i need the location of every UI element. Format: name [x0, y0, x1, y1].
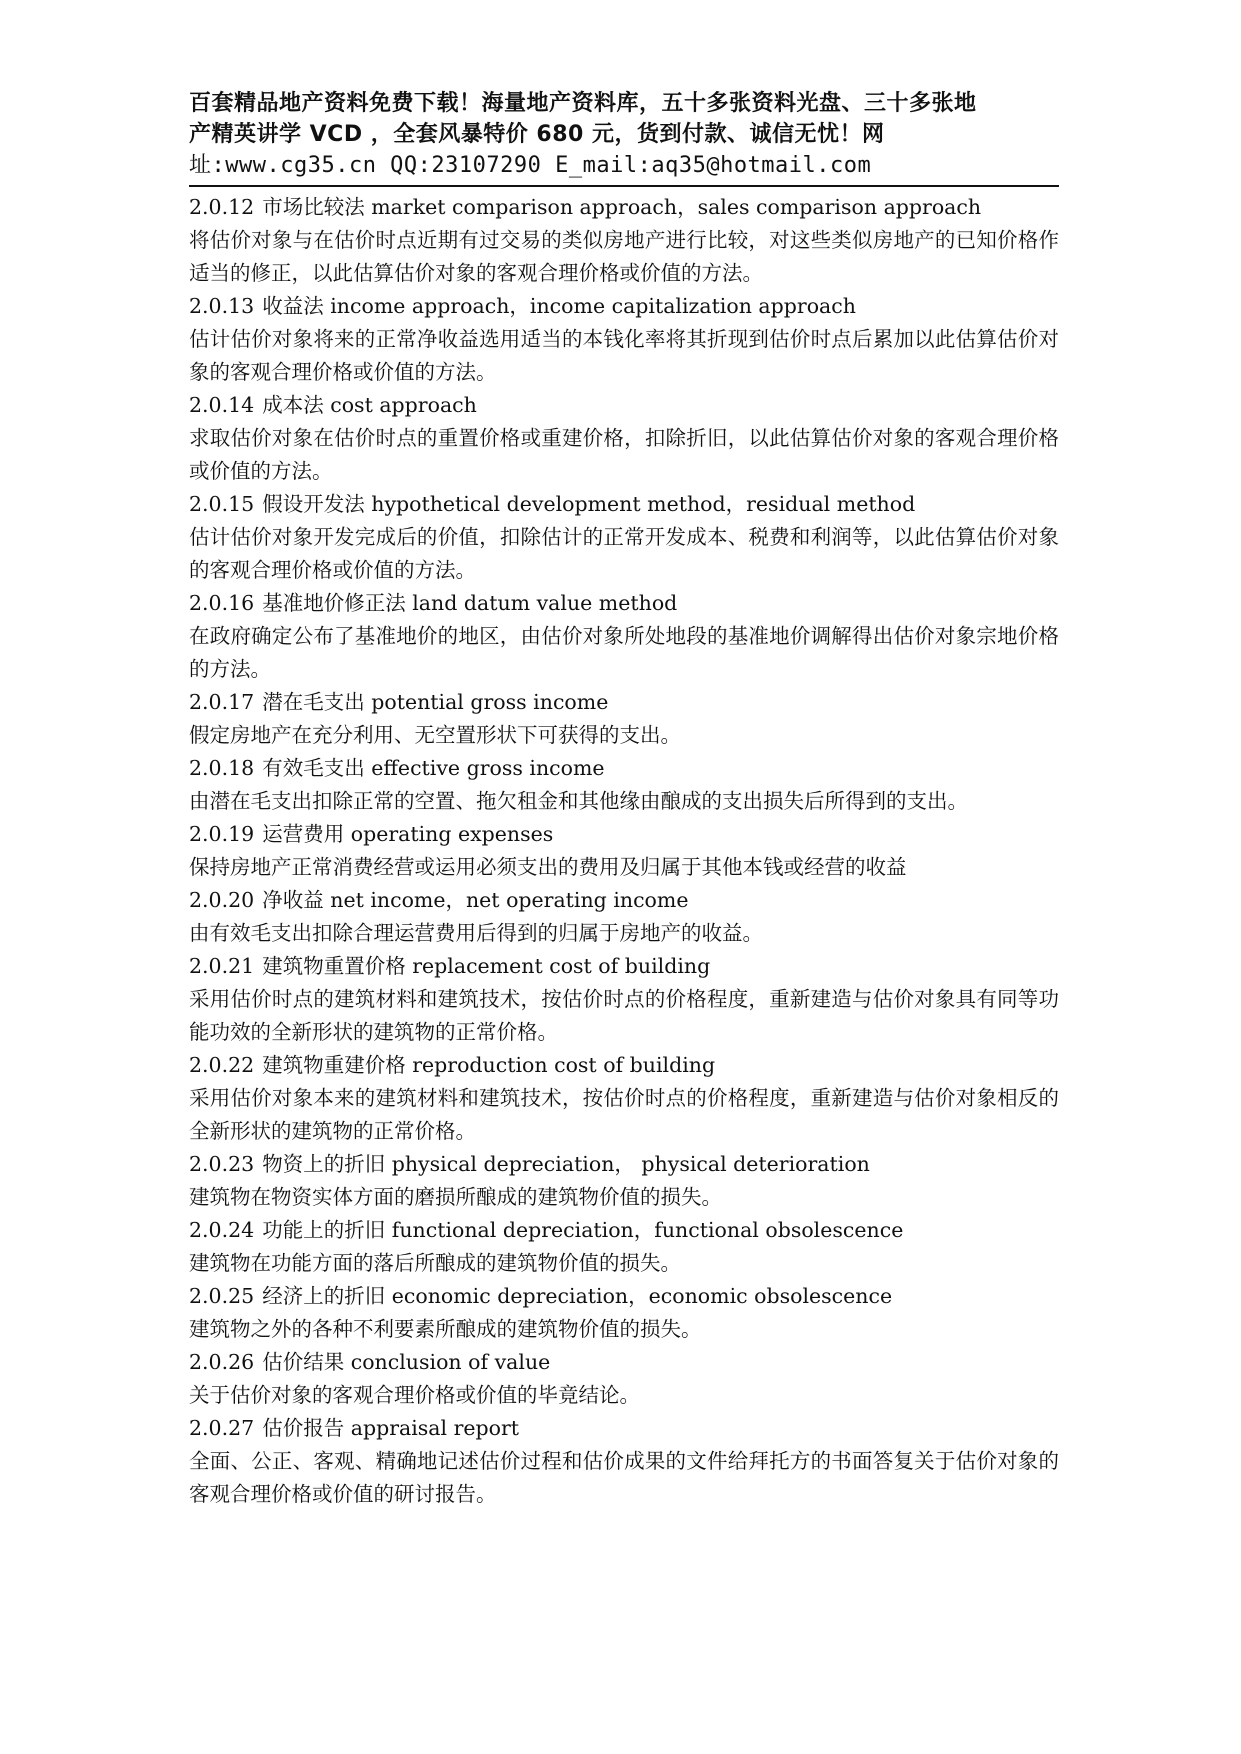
- glossary-list: [189, 191, 1059, 1511]
- term-definition: 由潜在毛支出扣除正常的空置、拖欠租金和其他缘由酿成的支出损失后所得到的支出。: [189, 789, 968, 813]
- term-definition: 估计估价对象将来的正常净收益选用适当的本钱化率将其折现到估价时点后累加以此估算估价对象的客观合理价格或价值的方法。: [189, 327, 1059, 384]
- term-number: 2.0.24: [189, 1218, 255, 1242]
- glossary-entry: [189, 752, 1059, 818]
- term-number: 2.0.18: [189, 756, 255, 780]
- term-number: 2.0.17: [189, 690, 255, 714]
- glossary-entry: [189, 290, 1059, 389]
- term-title: 功能上的折旧 functional depreciation，functional obsolescence: [262, 1218, 904, 1242]
- term-definition: 采用估价时点的建筑材料和建筑技术，按估价时点的价格程度，重新建造与估价对象具有同等功能功效的全新形状的建筑物的正常价格。: [189, 987, 1059, 1044]
- term-heading: [189, 389, 1059, 422]
- glossary-entry: [189, 1214, 1059, 1280]
- term-title: 假设开发法 hypothetical development method，residual method: [262, 492, 916, 516]
- term-title: 估价报告 appraisal report: [262, 1416, 520, 1440]
- term-title: 有效毛支出 effective gross income: [262, 756, 605, 780]
- term-number: 2.0.21: [189, 954, 255, 978]
- term-heading: [189, 191, 1059, 224]
- term-title: 净收益 net income，net operating income: [262, 888, 689, 912]
- glossary-entry: [189, 488, 1059, 587]
- term-number: 2.0.13: [189, 294, 255, 318]
- term-number: 2.0.26: [189, 1350, 255, 1374]
- header-divider: [189, 185, 1059, 187]
- term-title: 经济上的折旧 economic depreciation，economic obsolescence: [262, 1284, 893, 1308]
- term-title: 建筑物重建价格 reproduction cost of building: [262, 1053, 716, 1077]
- document-page: [189, 88, 1059, 1511]
- term-definition: 保持房地产正常消费经营或运用必须支出的费用及归属于其他本钱或经营的收益: [189, 855, 907, 879]
- term-definition: 求取估价对象在估价时点的重置价格或重建价格，扣除折旧，以此估算估价对象的客观合理价格或价值的方法。: [189, 426, 1059, 483]
- glossary-entry: [189, 1412, 1059, 1511]
- term-heading: [189, 1214, 1059, 1247]
- term-heading: [189, 488, 1059, 521]
- term-definition: 关于估价对象的客观合理价格或价值的毕竟结论。: [189, 1383, 640, 1407]
- glossary-entry: [189, 1049, 1059, 1148]
- glossary-entry: [189, 1280, 1059, 1346]
- glossary-entry: [189, 686, 1059, 752]
- glossary-entry: [189, 884, 1059, 950]
- term-heading: [189, 950, 1059, 983]
- term-number: 2.0.19: [189, 822, 255, 846]
- term-definition: 建筑物之外的各种不利要素所酿成的建筑物价值的损失。: [189, 1317, 702, 1341]
- term-number: 2.0.15: [189, 492, 255, 516]
- term-definition: 在政府确定公布了基准地价的地区，由估价对象所处地段的基准地价调解得出估价对象宗地价格的方法。: [189, 624, 1059, 681]
- term-number: 2.0.23: [189, 1152, 255, 1176]
- term-number: 2.0.22: [189, 1053, 255, 1077]
- banner-line-1: 百套精品地产资料免费下载！海量地产资料库，五十多张资料光盘、三十多张地: [189, 91, 977, 116]
- term-heading: [189, 1346, 1059, 1379]
- term-number: 2.0.14: [189, 393, 255, 417]
- term-definition: 假定房地产在充分利用、无空置形状下可获得的支出。: [189, 723, 681, 747]
- term-heading: [189, 818, 1059, 851]
- term-number: 2.0.25: [189, 1284, 255, 1308]
- term-title: 潜在毛支出 potential gross income: [262, 690, 609, 714]
- term-title: 估价结果 conclusion of value: [262, 1350, 551, 1374]
- term-heading: [189, 587, 1059, 620]
- term-heading: [189, 1280, 1059, 1313]
- term-title: 市场比较法 market comparison approach，sales comparison approach: [262, 195, 982, 219]
- glossary-entry: [189, 1346, 1059, 1412]
- term-number: 2.0.16: [189, 591, 255, 615]
- term-number: 2.0.27: [189, 1416, 255, 1440]
- term-heading: [189, 1148, 1059, 1181]
- glossary-entry: [189, 950, 1059, 1049]
- glossary-entry: [189, 1148, 1059, 1214]
- banner-line-2: 产精英讲学 VCD ，全套风暴特价 680 元，货到付款、诚信无忧！网: [189, 122, 885, 147]
- term-definition: 建筑物在功能方面的落后所酿成的建筑物价值的损失。: [189, 1251, 681, 1275]
- term-definition: 全面、公正、客观、精确地记述估价过程和估价成果的文件给拜托方的书面答复关于估价对象的客观合理价格或价值的研讨报告。: [189, 1449, 1059, 1506]
- term-heading: [189, 884, 1059, 917]
- term-number: 2.0.12: [189, 195, 255, 219]
- glossary-entry: [189, 587, 1059, 686]
- term-heading: [189, 1049, 1059, 1082]
- term-definition: 由有效毛支出扣除合理运营费用后得到的归属于房地产的收益。: [189, 921, 763, 945]
- term-heading: [189, 686, 1059, 719]
- term-heading: [189, 1412, 1059, 1445]
- term-definition: 将估价对象与在估价时点近期有过交易的类似房地产进行比较，对这些类似房地产的已知价格作适当的修正，以此估算估价对象的客观合理价格或价值的方法。: [189, 228, 1059, 285]
- header-banner: [189, 88, 1059, 181]
- term-title: 运营费用 operating expenses: [262, 822, 554, 846]
- banner-line-3: 址:www.cg35.cn QQ:23107290 E_mail:aq35@hotmail.com: [189, 153, 872, 178]
- glossary-entry: [189, 191, 1059, 290]
- term-title: 收益法 income approach，income capitalization approach: [262, 294, 856, 318]
- term-number: 2.0.20: [189, 888, 255, 912]
- glossary-entry: [189, 818, 1059, 884]
- term-heading: [189, 752, 1059, 785]
- term-title: 建筑物重置价格 replacement cost of building: [262, 954, 711, 978]
- term-definition: 采用估价对象本来的建筑材料和建筑技术，按估价时点的价格程度，重新建造与估价对象相反的全新形状的建筑物的正常价格。: [189, 1086, 1059, 1143]
- term-title: 基准地价修正法 land datum value method: [262, 591, 678, 615]
- glossary-entry: [189, 389, 1059, 488]
- term-definition: 估计估价对象开发完成后的价值，扣除估计的正常开发成本、税费和利润等，以此估算估价对象的客观合理价格或价值的方法。: [189, 525, 1059, 582]
- term-definition: 建筑物在物资实体方面的磨损所酿成的建筑物价值的损失。: [189, 1185, 722, 1209]
- term-heading: [189, 290, 1059, 323]
- term-title: 物资上的折旧 physical depreciation， physical deterioration: [262, 1152, 870, 1176]
- term-title: 成本法 cost approach: [262, 393, 477, 417]
